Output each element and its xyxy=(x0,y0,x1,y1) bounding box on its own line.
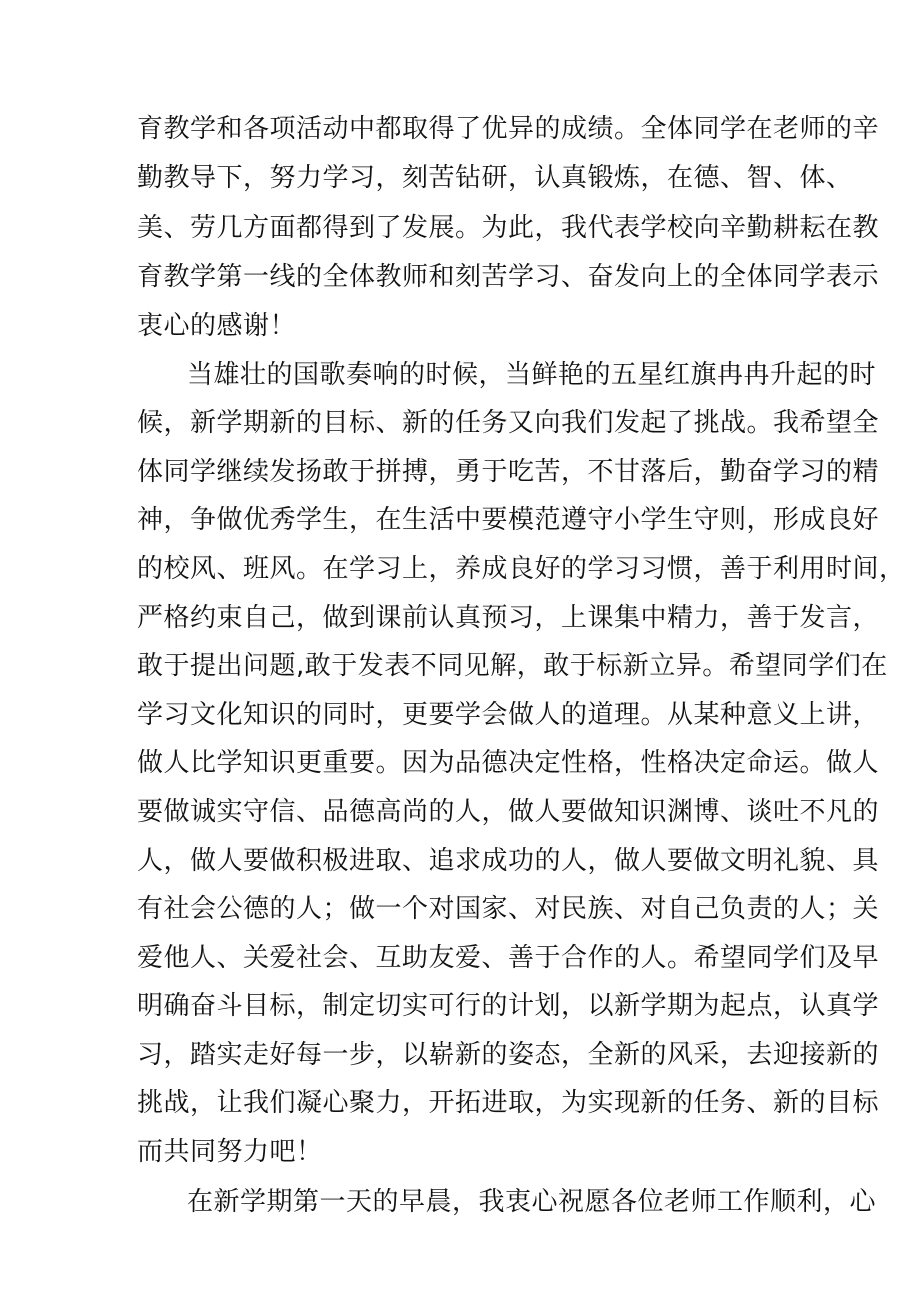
text-line: 衷心的感谢！ xyxy=(137,311,297,341)
text-line: 习，踏实走好每一步，以崭新的姿态，全新的风采，去迎接新的 xyxy=(137,1040,880,1070)
text-line: 有社会公德的人；做一个对国家、对民族、对自己负责的人；关 xyxy=(137,894,880,924)
text-line: 挑战，让我们凝心聚力，开拓进取，为实现新的任务、新的目标 xyxy=(137,1088,880,1118)
text-line: 爱他人、关爱社会、互助友爱、善于合作的人。希望同学们及早 xyxy=(137,943,880,973)
text-line: 学习文化知识的同时，更要学会做人的道理。从某种意义上讲， xyxy=(137,700,880,730)
text-line: 美、劳几方面都得到了发展。为此，我代表学校向辛勤耕耘在教 xyxy=(137,213,880,243)
paragraph-first-line: 当雄壮的国歌奏响的时候，当鲜艳的五星红旗冉冉升起的时 xyxy=(187,360,877,390)
paragraph-first-line: 在新学期第一天的早晨，我衷心祝愿各位老师工作顺利，心 xyxy=(187,1187,877,1217)
text-line: 体同学继续发扬敢于拼搏，勇于吃苦，不甘落后，勤奋学习的精 xyxy=(137,457,880,487)
text-line: 的校风、班风。在学习上，养成良好的学习习惯，善于利用时间， xyxy=(137,554,906,584)
text-line: 勤教导下，努力学习，刻苦钻研，认真锻炼，在德、智、体、 xyxy=(137,163,853,193)
text-line: 做人比学知识更重要。因为品德决定性格，性格决定命运。做人 xyxy=(137,748,880,778)
text-line: 育教学第一线的全体教师和刻苦学习、奋发向上的全体同学表示 xyxy=(137,262,880,292)
text-line: 神，争做优秀学生，在生活中要模范遵守小学生守则，形成良好 xyxy=(137,505,880,535)
text-line: 而共同努力吧！ xyxy=(137,1137,323,1167)
text-line: 要做诚实守信、品德高尚的人，做人要做知识渊博、谈吐不凡的 xyxy=(137,797,880,827)
text-line: 明确奋斗目标，制定切实可行的计划，以新学期为起点，认真学 xyxy=(137,991,880,1021)
text-line: 严格约束自己，做到课前认真预习，上课集中精力，善于发言， xyxy=(137,603,880,633)
text-line: 敢于提出问题,敢于发表不同见解，敢于标新立异。希望同学们在 xyxy=(137,651,888,681)
text-line: 候，新学期新的目标、新的任务又向我们发起了挑战。我希望全 xyxy=(137,408,880,438)
text-line: 人，做人要做积极进取、追求成功的人，做人要做文明礼貌、具 xyxy=(137,846,880,876)
text-line: 育教学和各项活动中都取得了优异的成绩。全体同学在老师的辛 xyxy=(137,114,880,144)
